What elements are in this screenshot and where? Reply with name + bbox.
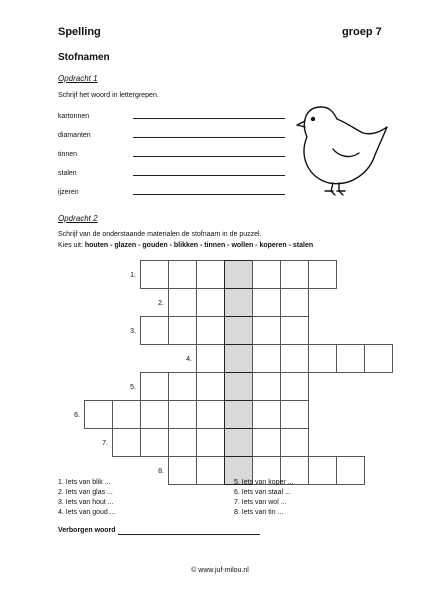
clue-item: 6. Iets van staal ... [234, 489, 291, 496]
clue-item: 3. Iets van hout ... [58, 499, 114, 506]
puzzle-cell[interactable] [196, 316, 225, 345]
hidden-word-cell[interactable] [224, 316, 253, 345]
puzzle-cell[interactable] [308, 456, 337, 485]
puzzle-cell[interactable] [168, 400, 197, 429]
puzzle-cell[interactable] [252, 316, 281, 345]
puzzle-cell[interactable] [168, 288, 197, 317]
row-number: 7. [102, 440, 108, 447]
puzzle-cell[interactable] [168, 456, 197, 485]
hidden-word-cell[interactable] [224, 344, 253, 373]
hidden-word-cell[interactable] [224, 288, 253, 317]
puzzle-cell[interactable] [196, 400, 225, 429]
puzzle-cell[interactable] [308, 260, 337, 289]
clue-item: 8. Iets van tin ... [234, 509, 284, 516]
puzzle-cell[interactable] [252, 260, 281, 289]
puzzle-cell[interactable] [196, 260, 225, 289]
puzzle-cell[interactable] [252, 400, 281, 429]
puzzle-cell[interactable] [84, 400, 113, 429]
puzzle-cell[interactable] [196, 456, 225, 485]
task2-instruction: Schrijf van de onderstaande materialen de stofnaam in de puzzel. [58, 231, 262, 238]
subject-title: Spelling [58, 26, 101, 38]
puzzle-cell[interactable] [252, 372, 281, 401]
choose-words: houten - glazen - gouden - blikken - tinnen - wollen - koperen - stalen [84, 242, 314, 249]
puzzle-cell[interactable] [336, 344, 365, 373]
puzzle-cell[interactable] [308, 344, 337, 373]
puzzle-cell[interactable] [196, 428, 225, 457]
word-item: tinnen [58, 151, 78, 158]
puzzle-cell[interactable] [280, 344, 309, 373]
puzzle-cell[interactable] [336, 456, 365, 485]
puzzle-cell[interactable] [280, 288, 309, 317]
hidden-word-cell[interactable] [224, 428, 253, 457]
puzzle-cell[interactable] [168, 260, 197, 289]
clue-item: 4. Iets van goud ... [58, 509, 116, 516]
puzzle-cell[interactable] [196, 372, 225, 401]
group-label: groep 7 [342, 26, 382, 38]
task1-heading: Opdracht 1 [58, 74, 98, 83]
puzzle-cell[interactable] [140, 400, 169, 429]
clue-item: 1. Iets van blik ... [58, 479, 111, 486]
puzzle-cell[interactable] [140, 372, 169, 401]
puzzle-cell[interactable] [140, 260, 169, 289]
word-item: stalen [58, 170, 77, 177]
hidden-word-cell[interactable] [224, 260, 253, 289]
puzzle-cell[interactable] [196, 344, 225, 373]
clue-item: 7. Iets van wol ... [234, 499, 287, 506]
word-item: kartonnen [58, 113, 90, 120]
puzzle-cell[interactable] [112, 400, 141, 429]
footer-credit: © www.juf-milou.nl [191, 567, 249, 574]
puzzle-cell[interactable] [280, 372, 309, 401]
row-number: 8. [158, 468, 164, 475]
page-title: Stofnamen [58, 52, 110, 63]
hidden-word-label: Verborgen woord [58, 527, 116, 534]
row-number: 3. [130, 328, 136, 335]
puzzle-cell[interactable] [280, 316, 309, 345]
puzzle-cell[interactable] [140, 316, 169, 345]
puzzle-cell[interactable] [364, 344, 393, 373]
clue-item: 5. Iets van koper ... [234, 479, 294, 486]
puzzle-cell[interactable] [280, 428, 309, 457]
row-number: 4. [186, 356, 192, 363]
task1-instruction: Schrijf het woord in lettergrepen. [58, 92, 159, 99]
puzzle-cell[interactable] [252, 288, 281, 317]
word-item: diamanten [58, 132, 91, 139]
clue-item: 2. Iets van glas ... [58, 489, 113, 496]
hidden-word-cell[interactable] [224, 400, 253, 429]
puzzle-cell[interactable] [252, 344, 281, 373]
puzzle-cell[interactable] [280, 400, 309, 429]
choose-prefix: Kies uit: [58, 242, 85, 249]
puzzle-cell[interactable] [168, 428, 197, 457]
hidden-word-line[interactable] [118, 534, 260, 535]
puzzle-cell[interactable] [140, 428, 169, 457]
word-item: ijzeren [58, 189, 79, 196]
puzzle-cell[interactable] [196, 288, 225, 317]
row-number: 2. [158, 300, 164, 307]
puzzle-cell[interactable] [112, 428, 141, 457]
puzzle-cell[interactable] [168, 372, 197, 401]
puzzle-cell[interactable] [168, 316, 197, 345]
puzzle-cell[interactable] [280, 260, 309, 289]
task2-heading: Opdracht 2 [58, 214, 98, 223]
row-number: 1. [130, 272, 136, 279]
puzzle-cell[interactable] [252, 428, 281, 457]
row-number: 5. [130, 384, 136, 391]
row-number: 6. [74, 412, 80, 419]
hidden-word-cell[interactable] [224, 372, 253, 401]
